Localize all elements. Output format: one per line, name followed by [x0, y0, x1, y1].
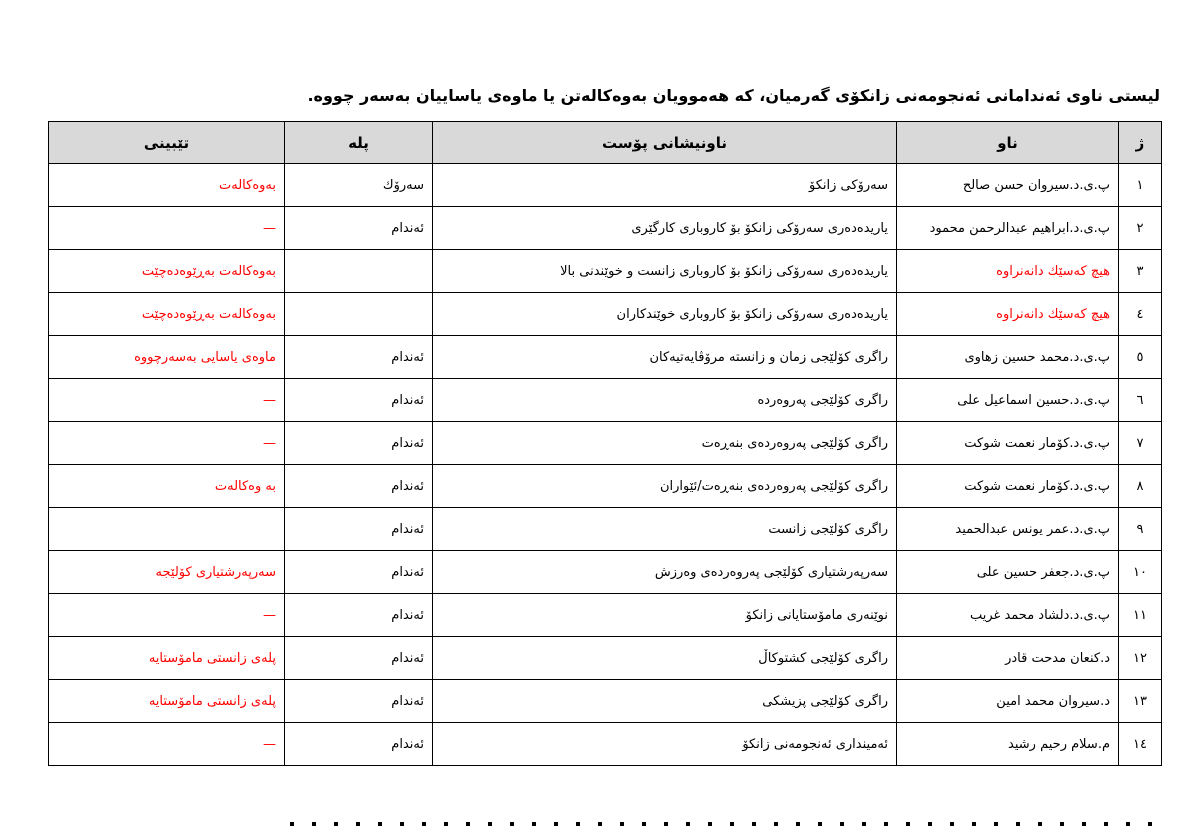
member-rank: [285, 250, 433, 293]
table-row: [49, 723, 1162, 766]
member-post: سەرۆکی زانکۆ: [433, 164, 897, 207]
member-name: هیچ کەسێك دانەنراوە: [897, 293, 1119, 336]
member-note: —: [49, 379, 285, 422]
member-name: پ.ی.د.ابراهیم عبدالرحمن محمود: [897, 207, 1119, 250]
table-row: [49, 465, 1162, 508]
table-row: [49, 293, 1162, 336]
table-row: [49, 551, 1162, 594]
row-number: ١٢: [1119, 637, 1162, 680]
member-note: —: [49, 723, 285, 766]
row-number: ٨: [1119, 465, 1162, 508]
header-note: تێبینی: [49, 122, 285, 164]
member-note: سەرپەرشتیاری کۆلێجە: [49, 551, 285, 594]
row-number: ٩: [1119, 508, 1162, 551]
header-name: ناو: [897, 122, 1119, 164]
member-rank: ئەندام: [285, 379, 433, 422]
member-name: پ.ی.د.جعفر حسین علی: [897, 551, 1119, 594]
table-body: [49, 164, 1162, 766]
member-rank: ئەندام: [285, 207, 433, 250]
table-header-row: [49, 122, 1162, 164]
row-number: ٤: [1119, 293, 1162, 336]
member-post: یاریدەدەری سەرۆکی زانکۆ بۆ کاروباری زانست و خوێندنی بالا: [433, 250, 897, 293]
row-number: ١: [1119, 164, 1162, 207]
member-post: راگری کۆلێجی پزیشکی: [433, 680, 897, 723]
header-rank: پلە: [285, 122, 433, 164]
member-rank: ئەندام: [285, 422, 433, 465]
member-note: پلەی زانستی مامۆستایە: [49, 637, 285, 680]
member-name: پ.ی.د.سیروان حسن صالح: [897, 164, 1119, 207]
member-note: بەوەکالەت بەڕێوەدەچێت: [49, 293, 285, 336]
table-row: [49, 336, 1162, 379]
member-rank: ئەندام: [285, 680, 433, 723]
document-title: لیستی ناوی ئەندامانی ئەنجومەنی زانکۆی گەرمیان، کە هەموویان بەوەکالەتن یا ماوەی یاساییان بەسەر چووە.: [307, 86, 1160, 105]
member-post: راگری کۆلێجی پەروەردە: [433, 379, 897, 422]
member-note: پلەی زانستی مامۆستایە: [49, 680, 285, 723]
member-name: هیچ کەسێك دانەنراوە: [897, 250, 1119, 293]
member-rank: ئەندام: [285, 336, 433, 379]
member-note: ماوەی یاسایی بەسەرچووە: [49, 336, 285, 379]
member-note: بەوەکالەت: [49, 164, 285, 207]
table-row: [49, 379, 1162, 422]
member-name: د.سیروان محمد امین: [897, 680, 1119, 723]
member-name: م.سلام رحیم رشید: [897, 723, 1119, 766]
row-number: ١٣: [1119, 680, 1162, 723]
member-rank: [285, 293, 433, 336]
member-note: —: [49, 207, 285, 250]
member-post: راگری کۆلێجی زانست: [433, 508, 897, 551]
bottom-cut-text: [290, 822, 1160, 826]
member-post: راگری کۆلێجی پەروەردەی بنەڕەت/ئێواران: [433, 465, 897, 508]
members-table: [48, 121, 1162, 766]
member-note: —: [49, 422, 285, 465]
member-note: بە وەکالەت: [49, 465, 285, 508]
row-number: ١٠: [1119, 551, 1162, 594]
table-row: [49, 250, 1162, 293]
member-post: راگری کۆلێجی پەروەردەی بنەڕەت: [433, 422, 897, 465]
row-number: ١٤: [1119, 723, 1162, 766]
table-row: [49, 680, 1162, 723]
member-post: راگری کۆلێجی کشتوکاڵ: [433, 637, 897, 680]
member-rank: ئەندام: [285, 723, 433, 766]
member-post: راگری کۆلێجی زمان و زانستە مرۆڤایەتیەکان: [433, 336, 897, 379]
member-name: پ.ی.د.محمد حسین زهاوی: [897, 336, 1119, 379]
row-number: ٣: [1119, 250, 1162, 293]
table-row: [49, 422, 1162, 465]
row-number: ٦: [1119, 379, 1162, 422]
member-name: د.کنعان مدحت قادر: [897, 637, 1119, 680]
member-name: پ.ی.د.کۆمار نعمت شوکت: [897, 465, 1119, 508]
table-row: [49, 164, 1162, 207]
member-post: نوێنەری مامۆستایانی زانکۆ: [433, 594, 897, 637]
row-number: ٧: [1119, 422, 1162, 465]
member-rank: ئەندام: [285, 508, 433, 551]
member-name: پ.ی.د.حسین اسماعیل علی: [897, 379, 1119, 422]
table-row: [49, 637, 1162, 680]
member-name: پ.ی.د.دلشاد محمد غریب: [897, 594, 1119, 637]
header-num: ژ: [1119, 122, 1162, 164]
member-rank: ئەندام: [285, 465, 433, 508]
member-rank: ئەندام: [285, 551, 433, 594]
member-post: ئەمینداری ئەنجومەنی زانکۆ: [433, 723, 897, 766]
table-row: [49, 207, 1162, 250]
row-number: ٢: [1119, 207, 1162, 250]
row-number: ١١: [1119, 594, 1162, 637]
member-name: پ.ی.د.کۆمار نعمت شوکت: [897, 422, 1119, 465]
member-note: بەوەکالەت بەڕێوەدەچێت: [49, 250, 285, 293]
member-post: سەرپەرشتیاری کۆلێجی پەروەردەی وەرزش: [433, 551, 897, 594]
member-name: پ.ی.د.عمر یونس عبدالحمید: [897, 508, 1119, 551]
member-post: یاریدەدەری سەرۆکی زانکۆ بۆ کاروباری خوێندکاران: [433, 293, 897, 336]
member-rank: ئەندام: [285, 637, 433, 680]
table-row: [49, 508, 1162, 551]
member-rank: سەرۆك: [285, 164, 433, 207]
row-number: ٥: [1119, 336, 1162, 379]
member-post: یاریدەدەری سەرۆکی زانکۆ بۆ کاروباری کارگێری: [433, 207, 897, 250]
table-row: [49, 594, 1162, 637]
member-note: —: [49, 594, 285, 637]
member-rank: ئەندام: [285, 594, 433, 637]
member-note: [49, 508, 285, 551]
header-post: ناونیشانی پۆست: [433, 122, 897, 164]
